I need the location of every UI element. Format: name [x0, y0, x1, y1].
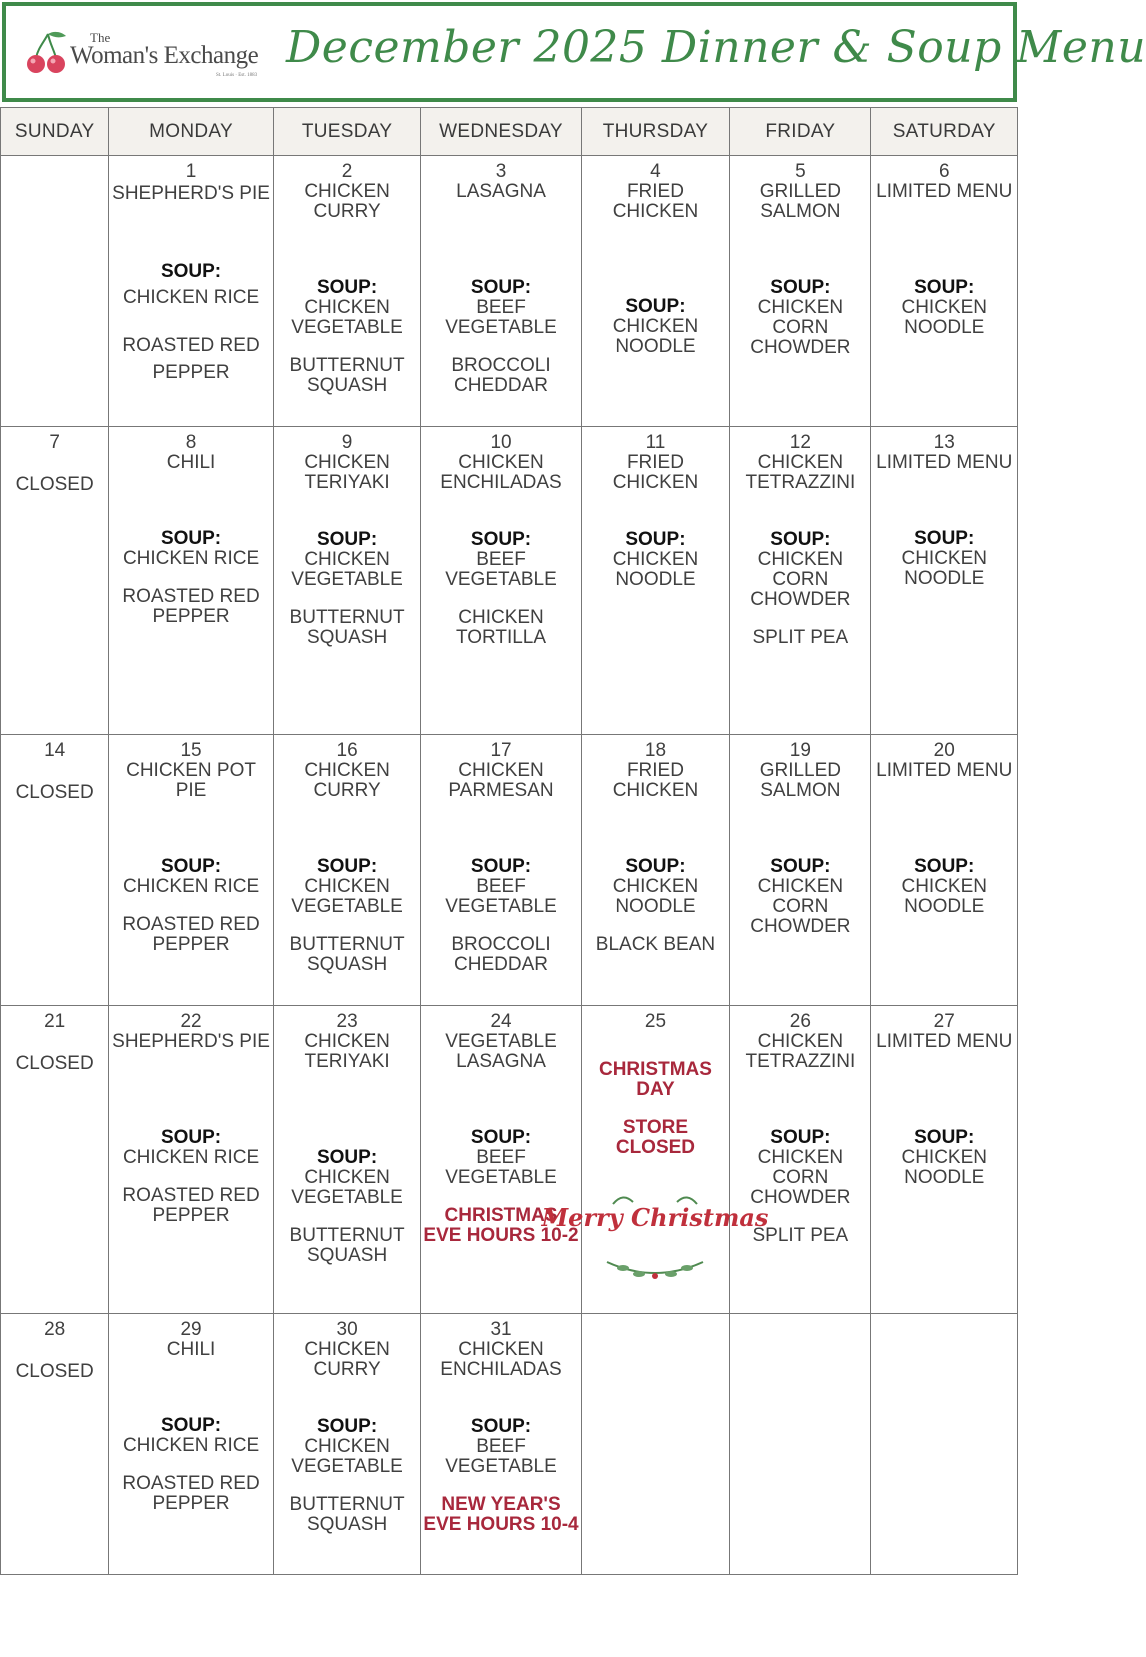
dinner-item: CHICKEN TERIYAKI	[304, 1031, 390, 1072]
dinner-item: CHICKEN CURRY	[304, 760, 390, 801]
dinner-item: LIMITED MENU	[876, 760, 1013, 781]
dinner-item: LIMITED MENU	[876, 181, 1013, 202]
dinner-item: SHEPHERD'S PIE	[112, 183, 270, 204]
day-cell	[421, 1006, 581, 1314]
soup-item: CHICKEN NOODLE	[901, 548, 987, 589]
soup-item: BUTTERNUT SQUASH	[289, 934, 405, 975]
day-cell	[421, 1314, 581, 1575]
day-number: 23	[336, 1011, 358, 1032]
day-cell-empty	[1, 156, 109, 427]
day-number: 19	[789, 740, 811, 761]
soup-item: BEEF VEGETABLE	[445, 549, 557, 590]
soup-item: CHICKEN CORN CHOWDER	[750, 549, 851, 610]
soup-item: ROASTED RED PEPPER	[122, 914, 260, 955]
soup-item: SPLIT PEA	[752, 1225, 849, 1246]
day-cell	[273, 1006, 421, 1314]
day-cell	[1, 735, 109, 1006]
day-number: 2	[341, 161, 353, 182]
soup-item: CHICKEN CORN CHOWDER	[750, 297, 851, 358]
day-cell	[273, 735, 421, 1006]
day-number: 4	[650, 161, 661, 182]
day-number: 6	[938, 161, 950, 182]
soup-label: SOUP:	[914, 1127, 975, 1148]
day-cell-empty	[730, 1314, 871, 1575]
day-cell-empty	[871, 1314, 1018, 1575]
dinner-item: LASAGNA	[456, 181, 546, 202]
day-number: 12	[789, 432, 811, 453]
soup-item: CHICKEN VEGETABLE	[291, 1167, 403, 1208]
day-number: 22	[180, 1011, 202, 1032]
weekday-thursday: THURSDAY	[581, 108, 730, 156]
day-number: 15	[180, 740, 202, 761]
day-number: 16	[336, 740, 358, 761]
soup-item: ROASTED RED PEPPER	[122, 586, 260, 627]
soup-item: CHICKEN RICE	[122, 548, 260, 569]
day-number: 17	[490, 740, 512, 761]
dinner-item: CHICKEN CURRY	[304, 1339, 390, 1380]
day-number: 1	[185, 161, 197, 182]
soup-label: SOUP:	[625, 856, 686, 877]
day-cell-empty	[581, 1314, 730, 1575]
soup-item: CHICKEN RICE	[122, 876, 260, 897]
day-cell	[730, 1006, 871, 1314]
soup-item: BEEF VEGETABLE	[445, 297, 557, 338]
day-number: 28	[44, 1319, 66, 1340]
day-number: 24	[490, 1011, 512, 1032]
day-cell	[730, 427, 871, 735]
soup-label: SOUP:	[316, 856, 378, 877]
soup-item: CHICKEN NOODLE	[612, 549, 699, 590]
dinner-item: CHICKEN PARMESAN	[448, 760, 554, 801]
soup-item: BROCCOLI CHEDDAR	[451, 355, 551, 396]
soup-item: SPLIT PEA	[752, 627, 849, 648]
day-cell	[581, 427, 730, 735]
day-cell	[581, 735, 730, 1006]
day-cell	[273, 1314, 421, 1575]
soup-item: BEEF VEGETABLE	[445, 876, 557, 917]
dinner-item: FRIED CHICKEN	[612, 181, 699, 222]
soup-item: CHICKEN NOODLE	[612, 316, 699, 357]
day-number: 31	[490, 1319, 512, 1340]
dinner-item: GRILLED SALMON	[759, 181, 842, 222]
soup-item: CHICKEN VEGETABLE	[291, 549, 403, 590]
day-cell	[1, 1314, 109, 1575]
soup-item: CHICKEN CORN CHOWDER	[750, 876, 851, 937]
soup-item: BUTTERNUT SQUASH	[289, 1494, 405, 1535]
womans-exchange-logo	[26, 24, 266, 88]
dinner-item: CHICKEN CURRY	[304, 181, 390, 222]
soup-label: SOUP:	[470, 1127, 532, 1148]
soup-item: CHICKEN RICE	[122, 1435, 260, 1456]
day-number: 11	[645, 432, 666, 453]
day-cell	[109, 156, 274, 427]
soup-label: SOUP:	[160, 1415, 222, 1436]
christmas-eve-hours: CHRISTMAS EVE HOURS 10-2	[423, 1205, 579, 1246]
day-cell	[871, 427, 1018, 735]
soup-item: BUTTERNUT SQUASH	[289, 355, 405, 396]
soup-item: BEEF VEGETABLE	[445, 1147, 557, 1188]
soup-label: SOUP:	[914, 856, 975, 877]
day-cell	[542, 1006, 769, 1314]
dinner-item: VEGETABLE LASAGNA	[445, 1031, 557, 1072]
logo-name: Woman's Exchange	[70, 42, 259, 69]
day-number: 9	[341, 432, 353, 453]
day-cell	[581, 156, 730, 427]
soup-label: SOUP:	[470, 277, 532, 298]
day-number: 18	[644, 740, 667, 761]
day-number: 7	[49, 432, 60, 453]
week-row	[1, 427, 1018, 735]
weekday-header-row	[1, 108, 1018, 156]
new-years-eve-hours: NEW YEAR'S EVE HOURS 10-4	[423, 1494, 579, 1535]
soup-label: SOUP:	[625, 296, 686, 317]
soup-item: CHICKEN NOODLE	[901, 297, 987, 338]
soup-item: BUTTERNUT SQUASH	[289, 1225, 405, 1266]
dinner-item: CHICKEN TETRAZZINI	[745, 452, 856, 493]
day-number: 10	[490, 432, 512, 453]
dinner-item: CHILI	[166, 1339, 216, 1360]
weekday-sunday: SUNDAY	[1, 108, 109, 156]
soup-item: ROASTED RED PEPPER	[122, 1185, 260, 1226]
soup-label: SOUP:	[316, 529, 378, 550]
week-row	[1, 1314, 1018, 1575]
weekday-monday: MONDAY	[109, 108, 274, 156]
day-cell	[109, 1006, 274, 1314]
day-number: 14	[44, 740, 66, 761]
menu-calendar	[0, 107, 1018, 1575]
dinner-item: FRIED CHICKEN	[612, 452, 699, 493]
logo-the: The	[90, 30, 111, 45]
soup-label: SOUP:	[770, 856, 831, 877]
day-number: 25	[644, 1011, 667, 1032]
day-number: 21	[44, 1011, 66, 1032]
soup-label: SOUP:	[160, 856, 222, 877]
day-cell	[273, 427, 421, 735]
store-closed-label: STORE CLOSED	[615, 1117, 696, 1158]
dinner-item: CHICKEN TERIYAKI	[304, 452, 390, 493]
day-cell	[421, 735, 581, 1006]
day-cell	[730, 735, 871, 1006]
soup-label: SOUP:	[160, 528, 222, 549]
dinner-item: GRILLED SALMON	[759, 760, 842, 801]
soup-item: CHICKEN VEGETABLE	[291, 297, 403, 338]
menu-header	[2, 2, 1146, 102]
soup-label: SOUP:	[470, 856, 532, 877]
closed-note: CLOSED	[15, 1361, 94, 1382]
closed-note: CLOSED	[15, 1053, 94, 1074]
day-cell	[1, 1006, 109, 1314]
dinner-item: CHICKEN ENCHILADAS	[440, 1339, 562, 1380]
soup-item: CHICKEN CORN CHOWDER	[750, 1147, 851, 1208]
soup-item: CHICKEN TORTILLA	[455, 607, 547, 648]
dinner-item: CHICKEN POT PIE	[126, 760, 256, 801]
closed-note: CLOSED	[15, 474, 94, 495]
day-cell	[109, 735, 274, 1006]
page-title: December 2025 Dinner & Soup Menu	[286, 22, 1146, 73]
dinner-item: CHICKEN ENCHILADAS	[440, 452, 562, 493]
soup-label: SOUP:	[770, 277, 831, 298]
soup-item: ROASTED RED PEPPER	[122, 335, 260, 383]
soup-label: SOUP:	[160, 261, 222, 282]
day-cell	[421, 427, 581, 735]
day-cell	[730, 156, 871, 427]
closed-note: CLOSED	[15, 782, 94, 803]
dinner-item: CHICKEN TETRAZZINI	[745, 1031, 856, 1072]
cherry-icon	[26, 30, 70, 76]
soup-item: BUTTERNUT SQUASH	[289, 607, 405, 648]
soup-item: CHICKEN VEGETABLE	[291, 876, 403, 917]
day-number: 26	[789, 1011, 811, 1032]
dinner-item: LIMITED MENU	[876, 452, 1013, 473]
week-row	[1, 156, 1018, 427]
day-cell	[871, 735, 1018, 1006]
weekday-wednesday: WEDNESDAY	[421, 108, 581, 156]
day-number: 30	[336, 1319, 358, 1340]
soup-label: SOUP:	[770, 1127, 831, 1148]
day-cell	[109, 1314, 274, 1575]
day-cell	[871, 156, 1018, 427]
day-number: 5	[795, 161, 806, 182]
soup-label: SOUP:	[625, 529, 686, 550]
soup-item: BROCCOLI CHEDDAR	[451, 934, 551, 975]
soup-item: BEEF VEGETABLE	[445, 1436, 557, 1477]
merry-christmas-icon	[542, 1184, 769, 1284]
day-number: 13	[933, 432, 955, 453]
week-row	[1, 735, 1018, 1006]
day-cell	[1, 427, 109, 735]
soup-label: SOUP:	[470, 1416, 532, 1437]
soup-item: BLACK BEAN	[595, 934, 716, 955]
day-cell	[109, 427, 274, 735]
christmas-day-label: CHRISTMAS DAY	[598, 1059, 712, 1100]
day-number: 8	[185, 432, 197, 453]
day-number: 29	[180, 1319, 202, 1340]
dinner-item: FRIED CHICKEN	[612, 760, 699, 801]
soup-label: SOUP:	[316, 277, 378, 298]
dinner-item: LIMITED MENU	[876, 1031, 1013, 1052]
soup-item: CHICKEN NOODLE	[901, 1147, 987, 1188]
soup-label: SOUP:	[914, 528, 975, 549]
soup-label: SOUP:	[770, 529, 831, 550]
weekday-tuesday: TUESDAY	[273, 108, 421, 156]
soup-label: SOUP:	[470, 529, 532, 550]
dinner-item: CHILI	[166, 452, 216, 473]
soup-item: CHICKEN RICE	[122, 1147, 260, 1168]
soup-item: CHICKEN VEGETABLE	[291, 1436, 403, 1477]
weekday-saturday: SATURDAY	[871, 108, 1018, 156]
weekday-friday: FRIDAY	[730, 108, 871, 156]
svg-text:Merry Christmas: Merry Christmas	[542, 1203, 769, 1232]
soup-label: SOUP:	[316, 1147, 378, 1168]
day-cell	[273, 156, 421, 427]
soup-item: CHICKEN NOODLE	[901, 876, 987, 917]
soup-label: SOUP:	[160, 1127, 222, 1148]
soup-item: CHICKEN RICE	[122, 287, 260, 308]
day-cell	[871, 1006, 1018, 1314]
soup-label: SOUP:	[316, 1416, 378, 1437]
soup-item: ROASTED RED PEPPER	[122, 1473, 260, 1514]
week-row	[1, 1006, 1018, 1314]
day-number: 20	[933, 740, 955, 761]
soup-label: SOUP:	[914, 277, 975, 298]
dinner-item: SHEPHERD'S PIE	[112, 1031, 270, 1052]
day-number: 27	[933, 1011, 955, 1032]
soup-item: CHICKEN NOODLE	[612, 876, 699, 917]
logo-subtitle: St. Louis · Est. 1883	[216, 73, 258, 78]
day-cell	[421, 156, 581, 427]
day-number: 3	[495, 161, 507, 182]
